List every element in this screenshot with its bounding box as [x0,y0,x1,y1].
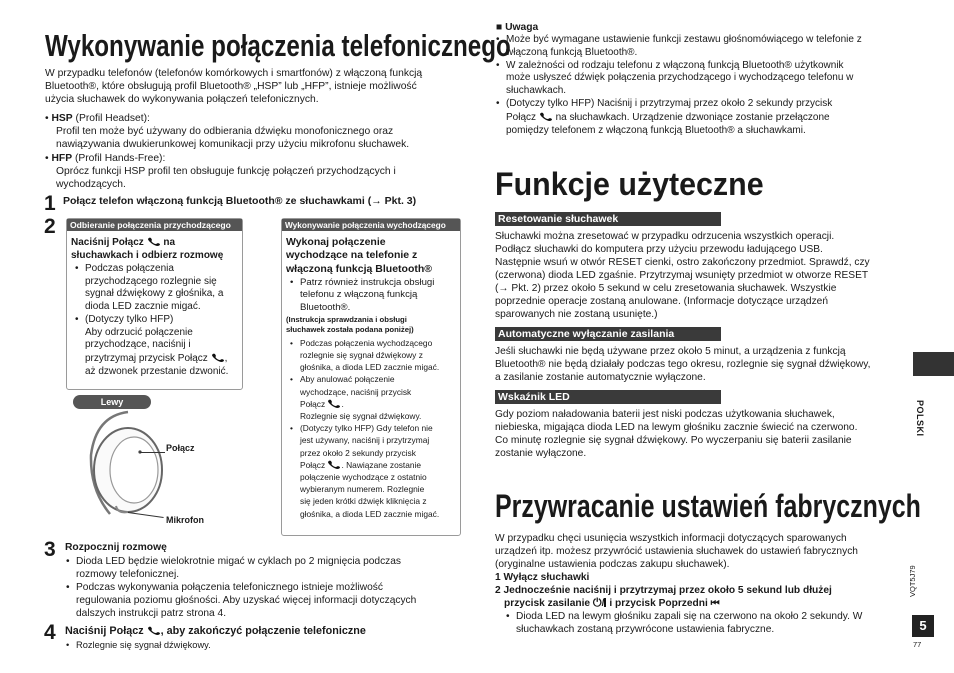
page-number-small: 77 [913,640,922,649]
bullet-line: rozmowy telefonicznej. [76,569,180,580]
reset-line: (czerwona) dioda LED zgaśnie. Przytrzymaj wsunięty przedmiot w otworze RESET [495,270,869,281]
outgoing-note [282,314,460,335]
bullet-line: Połącz [300,398,326,409]
note-line: Połącz [506,111,537,123]
bullet-line: Podczas połączenia wychodzącego [300,337,433,348]
intro-paragraph [45,67,465,107]
previous-icon: ⏮ [710,598,720,609]
bullet-line: jest używany, naciśnij i przytrzymaj [300,435,430,446]
bullet-line: Rozlegnie się sygnał dźwiękowy. [300,411,422,422]
note-line: słuchawkach. [506,85,567,97]
reset-line: Słuchawki można zresetować w przypadku odrzucenia wszystkich operacji. [495,231,835,242]
step-4-title-part: Naciśnij Połącz [65,625,144,637]
bullet-line: (Dotyczy tylko HFP) Gdy telefon nie [300,423,433,434]
bullet-line: Patrz również instrukcja obsługi [300,277,435,289]
note-line: może usłyszeć dźwięk połączenia przychodzącego i wychodzącego telefonu w [506,72,854,84]
section-title-factory-reset: Przywracanie ustawień fabrycznych [495,488,921,524]
reset-line: Następnie wsuń w otwór RESET cienki, ostro zakończony przedmiot. Sprawdź, czy [495,257,870,268]
incoming-lead-text: Naciśnij Połącz [71,237,144,248]
incoming-bullet [75,263,242,314]
factory-step-2-line: 2 Jednocześnie naciśnij i przytrzymaj przez około 5 sekund lub dłużej [495,585,832,596]
page-number-box: 5 [912,615,934,637]
intro-line: W przypadku telefonów (telefonów komórkowych i smartfonów) z włączoną funkcją [45,68,423,79]
led-line: Co minutę rozlegnie się sygnał dźwiękowy. Po wyczerpaniu się baterii zasilanie [495,435,852,446]
note-line: włączoną funkcją Bluetooth®. [506,46,638,58]
note-item [496,98,916,137]
step-1-text: Połącz telefon włączoną funkcją Bluetooth® ze słuchawkami (→ Pkt. 3) [63,195,417,207]
bullet-line: telefonu z włączoną funkcją [300,289,418,301]
bullet-line: Dioda LED na lewym głośniku zapali się na czerwono na około 2 sekundy. W [516,611,863,622]
outgoing-bullet [290,422,460,520]
step-3-number: 3 [44,538,56,561]
bullet-line: Aby odrzucić połączenie [85,326,193,338]
factory-bullets [506,610,916,636]
bullet-line: wybieranym numerem. Rozlegnie [300,484,425,495]
auto-off-line: a zasilanie zostanie automatycznie wyłączone. [495,372,706,383]
section-title-useful-functions: Funkcje użyteczne [495,166,764,202]
factory-line: urządzeń itp. możesz przywrócić ustawienia słuchawek do ustawień fabrycznych [495,546,858,557]
factory-bullet [506,610,916,636]
auto-off-section-bar: Automatyczne wyłączanie zasilania [495,327,721,341]
bullet-line: dalszych instrukcji patrz strona 4. [76,608,227,619]
note-line: na słuchawkach. Urządzenie dzwoniące zostanie przełączone [555,111,830,123]
phone-icon [211,352,225,362]
incoming-call-box [66,218,243,390]
incoming-bullets [67,262,242,378]
hfp-name: (Profil Hands-Free): [72,152,166,164]
bullet-line: głośnika, a dioda LED zacznie migać. [300,508,440,519]
note-line: pomiędzy telefonem z włączoną funkcją Bluetooth® a słuchawkami. [506,124,806,136]
phone-icon [539,111,553,121]
headset-illustration [88,410,163,520]
connect-button-label: Połącz [166,443,195,453]
bullet-line: przytrzymaj przycisk Połącz [85,352,208,364]
reset-line: (→ Pkt. 2) przez około 5 sekund w celu zresetowania słuchawek. Wszystkie [495,283,837,294]
language-tab [913,352,954,376]
bullet-line: aż dzwonek przestanie dzwonić. [85,365,229,377]
bullet-line: przychodzące, naciśnij i [85,339,191,351]
note-line: Może być wymagane ustawienie funkcji zestawu głośnomówiącego w telefonie z [506,34,862,45]
outgoing-lead-line: włączoną funkcją Bluetooth® [286,262,433,275]
led-line: zostanie wyłączone. [495,448,587,459]
incoming-lead-text: słuchawkach i odbierz rozmowę [71,250,224,261]
phone-icon [147,236,161,246]
hfp-desc: wychodzących. [56,179,126,191]
profile-hsp: • HSP (Profil Headset): [45,113,150,124]
reset-line: Podłącz słuchawki do komputera przy użyciu przewodu ładującego USB. [495,244,823,255]
outgoing-bullet: • Aby anulować połączenie wychodzące, naciśnij przycisk Połącz . Rozlegnie się sygnał dźwiękowy. [290,373,460,422]
hsp-name: (Profil Headset): [72,113,150,124]
outgoing-lead-line: wychodzące na telefonie z [286,249,418,262]
step-4-title [65,625,366,638]
hsp-desc: nawiązywania dwukierunkowej komunikacji przy użyciu mikrofonu słuchawek. [56,139,410,151]
power-icon: ⏻ [592,597,602,609]
step-2-number: 2 [44,215,56,238]
bullet-line: połączenie wychodzące z ostatnio [300,472,427,483]
led-line: niebieska, migająca dioda LED na lewym głośniku zacznie świecić na czerwono. [495,422,858,433]
note-line: słuchawek została podana poniżej) [286,324,414,334]
step-4-bullet: • Rozlegnie się sygnał dźwiękowy. [66,639,366,651]
note-line: (Dotyczy tylko HFP) Naciśnij i przytrzymaj przez około 2 sekundy przycisk [506,97,833,109]
side-label: Lewy [73,395,151,409]
intro-line: Bluetooth®, które obsługują profil Bluetooth® „HSP” lub „HFP”, istnieje możliwość [45,81,417,93]
hsp-desc: Profil ten może być używany do odbierania dźwięku monofonicznego oraz [56,126,394,138]
bullet-line: Połącz [300,459,326,470]
indicator-icon [604,598,606,607]
profile-list [45,112,470,191]
bullet-line: Podczas wykonywania połączenia telefonicznego istnieje możliwość [76,582,383,593]
factory-line: (oryginalne ustawienia podczas zakupu słuchawek). [495,559,730,570]
auto-off-line: Bluetooth® nie będą działały podczas tego okresu, rozlegnie się sygnał dźwiękowy, [495,359,871,370]
incoming-lead [67,231,242,262]
step-4-number: 4 [44,621,56,644]
factory-line: W przypadku chęci usunięcia wszystkich informacji dotyczących sparowanych [495,533,847,544]
outgoing-bullet [290,277,460,314]
bullet-line: przychodzącego rozlegnie się [85,275,217,287]
outgoing-header: Wykonywanie połączenia wychodzącego [282,219,460,231]
bullet-line: głośnika, a dioda LED zacznie migać. [300,362,440,373]
outgoing-b1 [282,276,460,314]
phone-icon [327,398,341,408]
microphone-label: Mikrofon [166,515,204,525]
outgoing-call-box [281,218,461,536]
bullet-line: (Dotyczy tylko HFP) [85,313,174,325]
outgoing-bullet [290,337,460,374]
note-title: ■ Uwaga [496,22,539,33]
bullet-line: regulowania poziomu głośności. Aby uzyskać więcej informacji dotyczących [76,595,417,606]
step-1-number: 1 [44,192,56,215]
note-line: (Instrukcja sprawdzania i obsługi [286,314,407,324]
led-section-bar: Wskaźnik LED [495,390,721,404]
factory-step-2-line: przycisk zasilanie ⏻/ i przycisk Poprzedni ⏮ [504,597,720,609]
outgoing-lead [282,231,460,276]
notes-list [496,34,916,137]
incoming-lead-text: na [163,237,176,248]
bullet-line: słuchawkach zostaną przywrócone ustawienia fabryczne. [516,624,775,635]
factory-step-1: 1 Wyłącz słuchawki [495,572,590,583]
previous-label: i przycisk Poprzedni [609,598,708,609]
phone-icon [327,459,341,469]
bullet-line: Bluetooth®. [300,301,351,313]
factory-step-2 [495,584,915,610]
bullet-line: się jeden krótki dźwięk kliknięcia z [300,496,427,507]
step-3-title: Rozpocznij rozmowę [65,542,167,553]
auto-off-text [495,345,915,384]
bullet-line: Aby anulować połączenie [300,374,395,385]
language-label: POLSKI [915,400,925,437]
intro-line: użycia słuchawek do wykonywania połączeń telefonicznych. [45,94,319,106]
note-line: W zależności od rodzaju telefonu z włączoną funkcją Bluetooth® użytkownik [506,59,844,71]
power-label: przycisk zasilanie [504,598,591,609]
step-4-title-part: , aby zakończyć połączenie telefoniczne [160,625,366,637]
bullet-line: . Nawiązane zostanie [341,459,422,470]
outgoing-lead-line: Wykonaj połączenie [286,236,386,248]
reset-line: sparowanych nie zostaną usunięte.) [495,309,658,320]
bullet-line: Dioda LED będzie wielokrotnie migać w cyklach po 2 mignięcia podczas [76,556,402,567]
phone-icon [147,625,161,635]
note-item [496,34,916,60]
outgoing-bullets [282,335,460,520]
auto-off-line: Jeśli słuchawki nie będą używane przez około 5 minut, a urządzenia z funkcją [495,346,846,357]
bullet-line: sygnał dźwiękowy z głośnika, a [85,288,224,300]
profile-hfp: • HFP (Profil Hands-Free): [45,152,166,164]
bullet-line: rozlegnie się sygnał dźwiękowy z [300,350,423,361]
reset-line: poprzednie operacje zostaną anulowane. (Informacje dotyczące urządzeń [495,296,828,307]
reset-text [495,230,915,321]
led-line: Gdy poziom naładowania baterii jest niski podczas użytkowania słuchawek, [495,409,835,420]
step-3-bullets [66,555,466,620]
note-item [496,60,916,98]
factory-intro [495,532,915,571]
section-title-phone-call: Wykonywanie połączenia telefonicznego [45,28,511,63]
step-3-bullet [66,581,466,620]
led-text [495,408,915,460]
bullet-line: dioda LED zacznie migać. [85,301,201,313]
hfp-desc: Oprócz funkcji HSP profil ten obsługuje funkcję połączeń przychodzących i [56,165,396,177]
step-3-bullet [66,555,466,581]
incoming-header: Odbieranie połączenia przychodzącego [67,219,242,231]
callout-line [140,452,165,453]
bullet-line: Podczas połączenia [85,263,174,274]
bullet-line: przez około 2 sekundy przycisk [300,447,416,458]
doc-code: VQT5J79 [908,565,917,597]
incoming-bullet: • (Dotyczy tylko HFP) Aby odrzucić połączenie przychodzące, naciśnij i przytrzymaj przycisk Połącz , aż dzwonek przestanie dzwonić. [75,314,242,379]
bullet-line: wychodzące, naciśnij przycisk [300,386,412,397]
hfp-key: HFP [51,152,73,164]
reset-section-bar: Resetowanie słuchawek [495,212,721,226]
hsp-key: HSP [51,113,73,124]
step-4-bullets [66,639,366,651]
